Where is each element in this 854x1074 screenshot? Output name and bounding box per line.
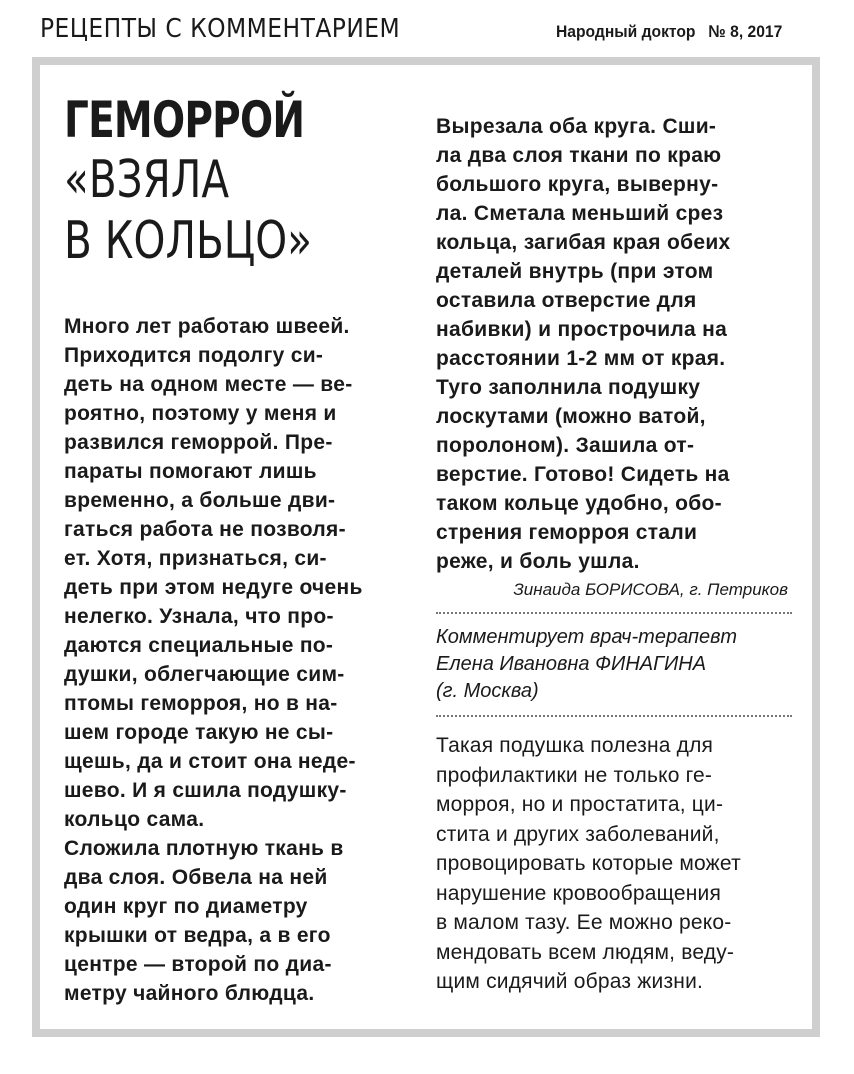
text-line: Много лет работаю швеей. bbox=[64, 315, 350, 338]
text-line: профилактики не только ге- bbox=[436, 763, 713, 787]
headline: ГЕМОРРОЙ bbox=[64, 91, 305, 149]
text-line: даются специальные по- bbox=[64, 634, 334, 657]
text-line: нелегко. Узнала, что про- bbox=[64, 605, 334, 628]
divider bbox=[436, 715, 792, 717]
text-line: шево. И я сшила подушку- bbox=[64, 779, 347, 802]
text-line: деть при этом недуге очень bbox=[64, 576, 363, 599]
text-line: верстие. Готово! Сидеть на bbox=[436, 463, 730, 486]
text-line: морроя, но и простатита, ци- bbox=[436, 793, 724, 816]
subheadline-line: В КОЛЬЦО» bbox=[64, 211, 313, 271]
text-line: оставила отверстие для bbox=[436, 289, 697, 312]
masthead bbox=[556, 22, 782, 42]
comment-body bbox=[436, 731, 794, 997]
text-line: реже, и боль ушла. bbox=[436, 550, 640, 573]
text-line: гаться работа не позволя- bbox=[64, 518, 346, 541]
text-line: душки, облегчающие сим- bbox=[64, 663, 345, 686]
text-line: нарушение кровообращения bbox=[436, 881, 722, 905]
text-line: Вырезала оба круга. Сши- bbox=[436, 115, 717, 138]
text-line: кольца, загибая края обеих bbox=[436, 231, 731, 254]
author-signature: Зинаида БОРИСОВА, г. Петриков bbox=[513, 580, 788, 599]
text-line: Приходится подолгу си- bbox=[64, 344, 324, 367]
text-line: таком кольце удобно, обо- bbox=[436, 492, 722, 515]
text-line: мендовать всем людям, веду- bbox=[436, 940, 735, 964]
text-line: щешь, да и стоит она неде- bbox=[64, 750, 356, 773]
text-line: стрения геморроя стали bbox=[436, 521, 698, 544]
text-line: кольцо сама. bbox=[64, 808, 205, 831]
commenter-credit bbox=[436, 624, 794, 705]
text-line: развился геморрой. Пре- bbox=[64, 431, 333, 454]
text-line: один круг по диаметру bbox=[64, 895, 308, 918]
subheadline bbox=[64, 150, 345, 312]
issue-number: № 8, 2017 bbox=[708, 22, 783, 41]
publication-name: Народный доктор bbox=[556, 22, 696, 41]
divider bbox=[436, 612, 792, 614]
text-line: деталей внутрь (при этом bbox=[436, 260, 714, 283]
text-line: большого круга, выверну- bbox=[436, 173, 719, 196]
text-line: ет. Хотя, признаться, си- bbox=[64, 547, 327, 570]
text-line: набивки) и прострочила на bbox=[436, 318, 728, 341]
text-line: роятно, поэтому у меня и bbox=[64, 402, 337, 425]
text-line: крышки от ведра, а в его bbox=[64, 924, 331, 947]
text-line: временно, а больше дви- bbox=[64, 489, 336, 512]
left-column bbox=[64, 92, 424, 1008]
text-line: центре — второй по диа- bbox=[64, 953, 332, 976]
text-line: два слоя. Обвела на ней bbox=[64, 866, 328, 889]
text-line: лоскутами (можно ватой, bbox=[436, 405, 706, 428]
text-line: в малом тазу. Ее можно реко- bbox=[436, 911, 732, 934]
commenter-line: Комментирует врач-терапевт bbox=[436, 626, 737, 648]
text-line: ла два слоя ткани по краю bbox=[436, 144, 722, 167]
text-line: параты помогают лишь bbox=[64, 460, 317, 483]
text-line: провоцировать которые может bbox=[436, 852, 741, 875]
letter-body-right bbox=[436, 112, 794, 576]
text-line: расстоянии 1-2 мм от края. bbox=[436, 347, 726, 370]
text-line: шем городе такую не сы- bbox=[64, 721, 334, 744]
commenter-line: Елена Ивановна ФИНАГИНА bbox=[436, 653, 707, 675]
text-line: стита и других заболеваний, bbox=[436, 822, 720, 846]
text-line: метру чайного блюдца. bbox=[64, 982, 315, 1005]
text-line: птомы геморроя, но в на- bbox=[64, 692, 338, 715]
text-line: деть на одном месте — ве- bbox=[64, 373, 353, 396]
text-line: щим сидячий образ жизни. bbox=[436, 970, 704, 993]
commenter-line: (г. Москва) bbox=[436, 680, 539, 702]
text-line: Сложила плотную ткань в bbox=[64, 837, 344, 860]
text-line: ла. Сметала меньший срез bbox=[436, 202, 724, 225]
text-line: поролоном). Зашила от- bbox=[436, 434, 695, 457]
right-column bbox=[436, 112, 794, 997]
subheadline-line: «ВЗЯЛА bbox=[64, 150, 230, 210]
section-rubric: РЕЦЕПТЫ С КОММЕНТАРИЕМ bbox=[40, 14, 401, 44]
letter-body-left bbox=[64, 312, 424, 1008]
text-line: Туго заполнила подушку bbox=[436, 376, 701, 399]
text-line: Такая подушка полезна для bbox=[436, 734, 714, 757]
